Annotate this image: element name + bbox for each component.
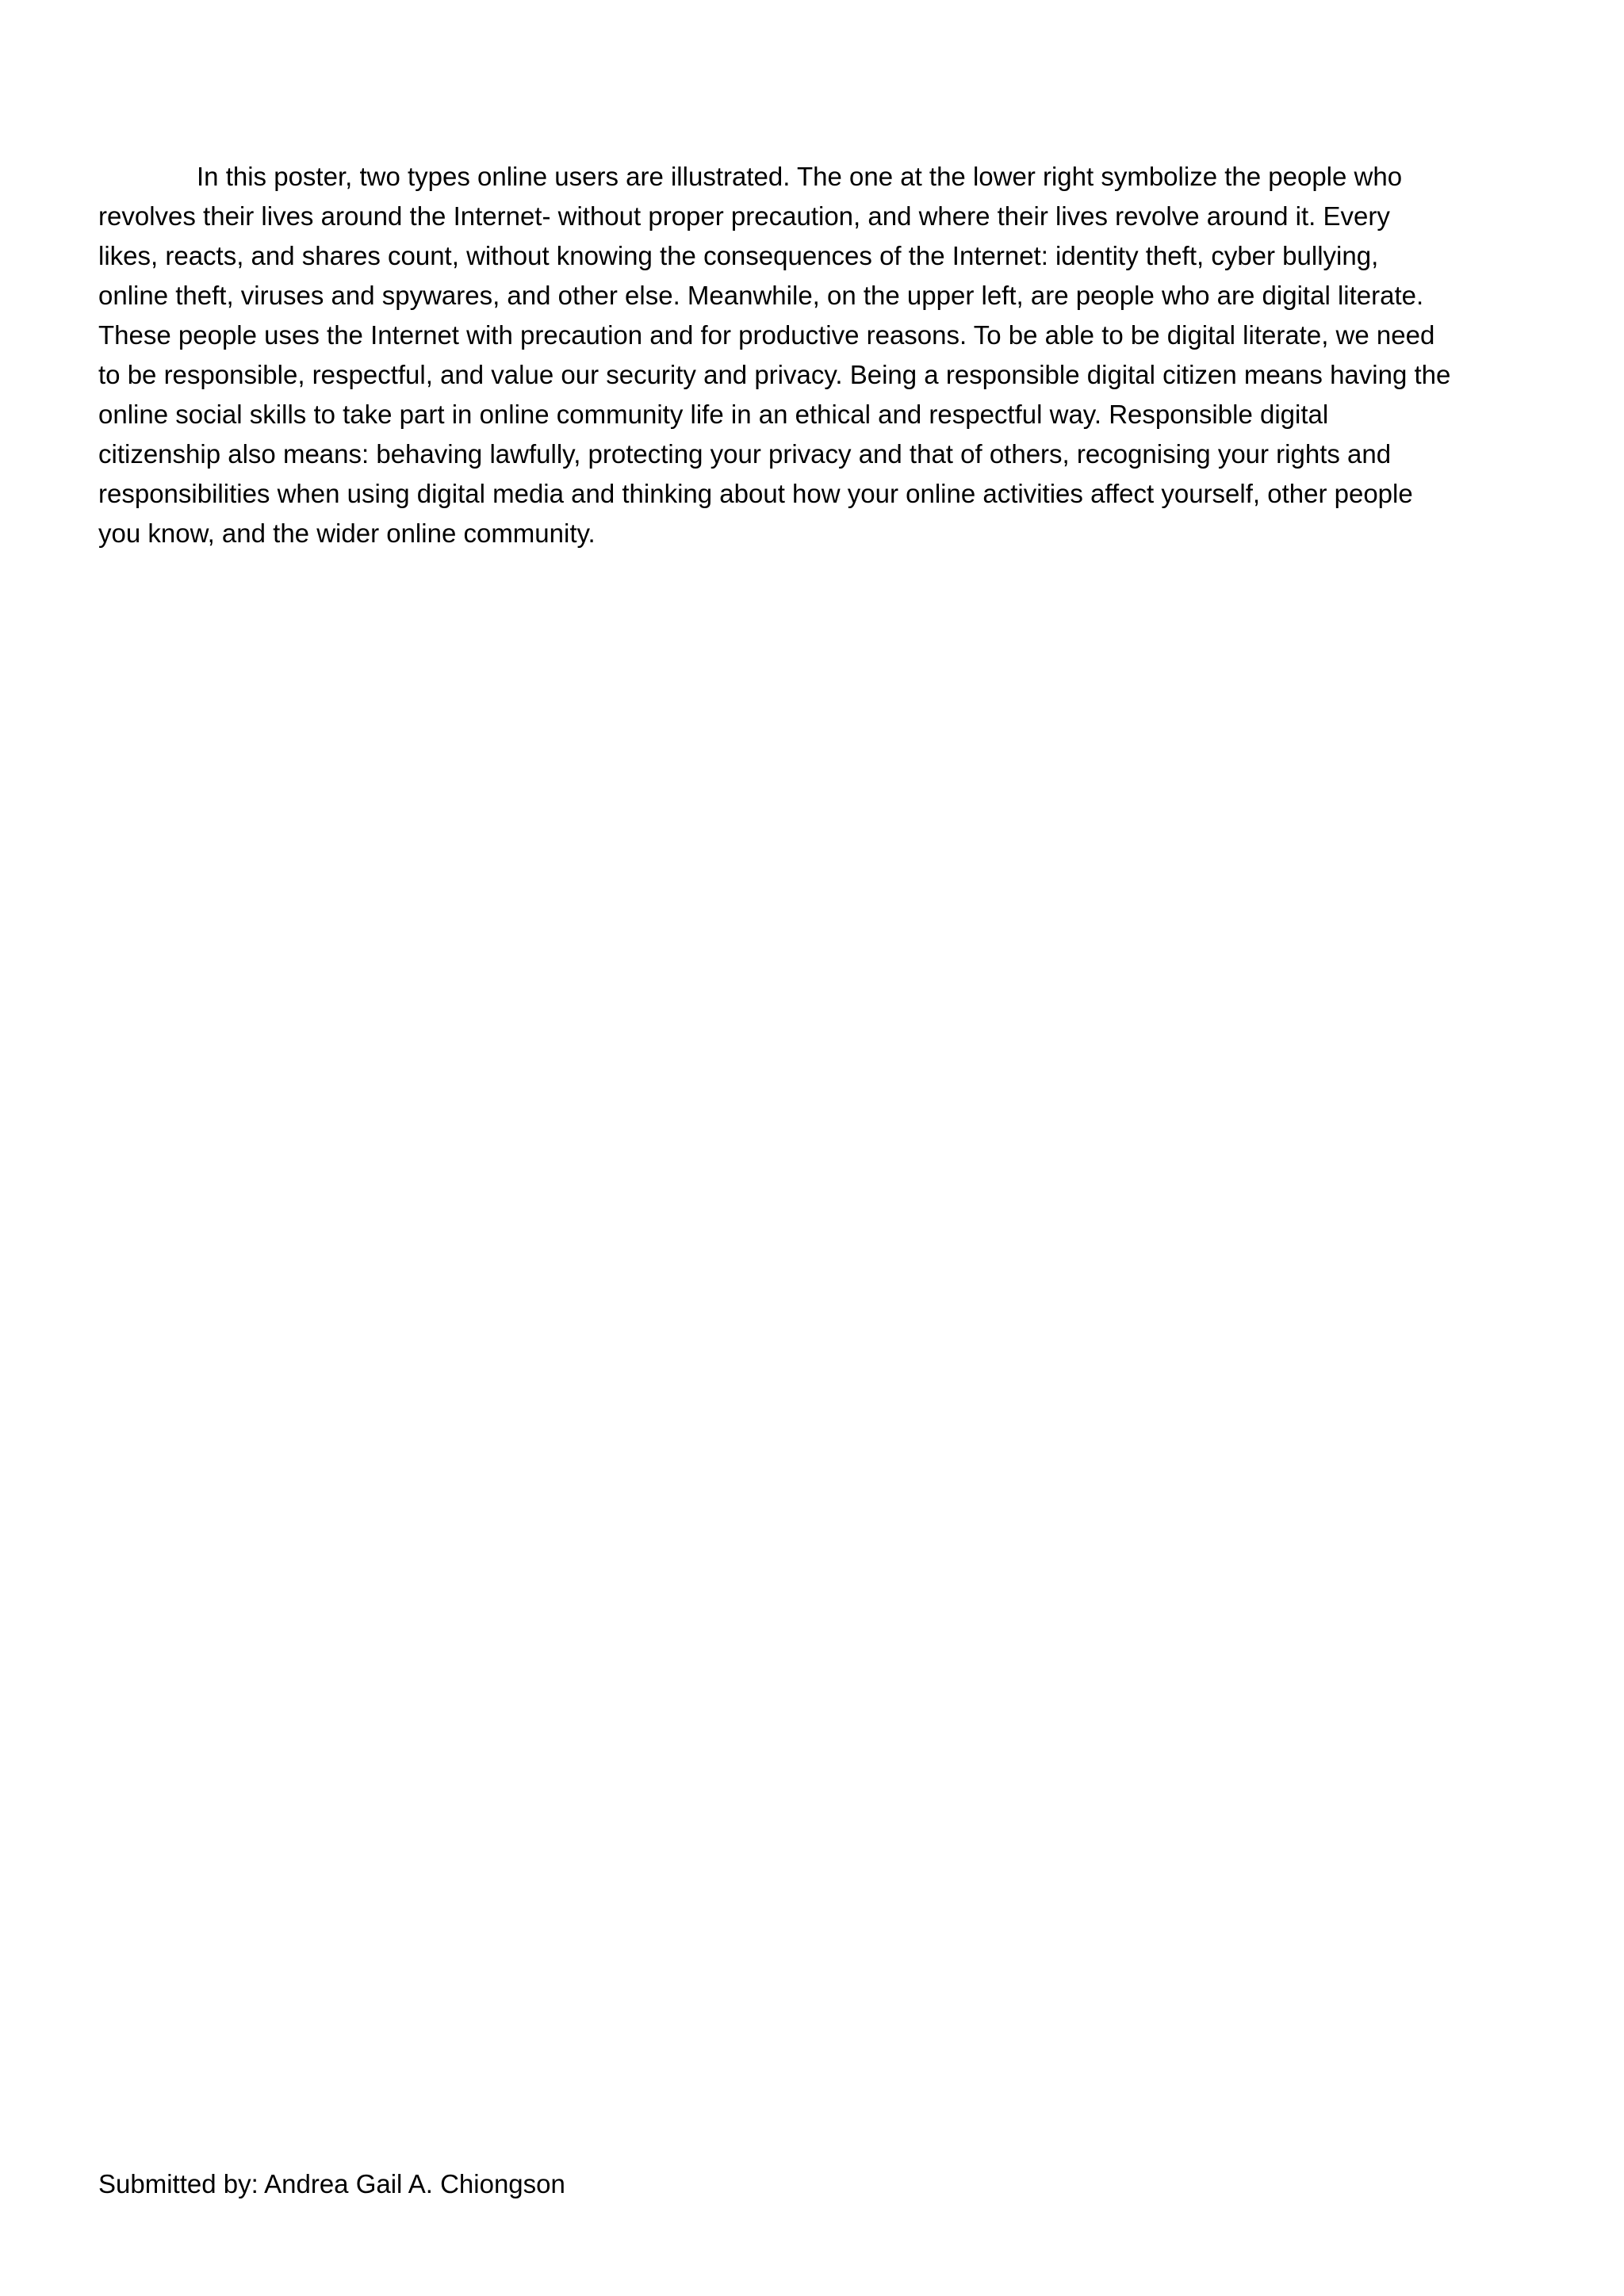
paragraph-line-7: online social skills to take part in online community life in an ethical and respectful way. Responsible digital — [98, 400, 1329, 429]
paragraph-line-5: These people uses the Internet with precaution and for productive reasons. To be able to be digital literate, we need — [98, 320, 1435, 350]
paragraph-line-8: citizenship also means: behaving lawfully, protecting your privacy and that of others, recognising your rights and — [98, 439, 1392, 469]
paragraph-line-9: responsibilities when using digital media and thinking about how your online activities affect yourself, other people — [98, 479, 1413, 508]
paragraph-line-3: likes, reacts, and shares count, without knowing the consequences of the Internet: identity theft, cyber bullying, — [98, 241, 1379, 270]
paragraph-line-2: revolves their lives around the Internet- without proper precaution, and where their lives revolve around it. Every — [98, 201, 1390, 231]
paragraph-line-10: you know, and the wider online community. — [98, 519, 596, 548]
paragraph-line-1: In this poster, two types online users are illustrated. The one at the lower right symbolize the people who — [197, 162, 1403, 191]
paragraph-line-4: online theft, viruses and spywares, and other else. Meanwhile, on the upper left, are people who are digital literate. — [98, 281, 1424, 310]
body-paragraph — [98, 157, 1542, 553]
submitted-by-line: Submitted by: Andrea Gail A. Chiongson — [98, 2169, 565, 2198]
paragraph-line-6: to be responsible, respectful, and value our security and privacy. Being a responsible digital citizen means having the — [98, 360, 1451, 389]
